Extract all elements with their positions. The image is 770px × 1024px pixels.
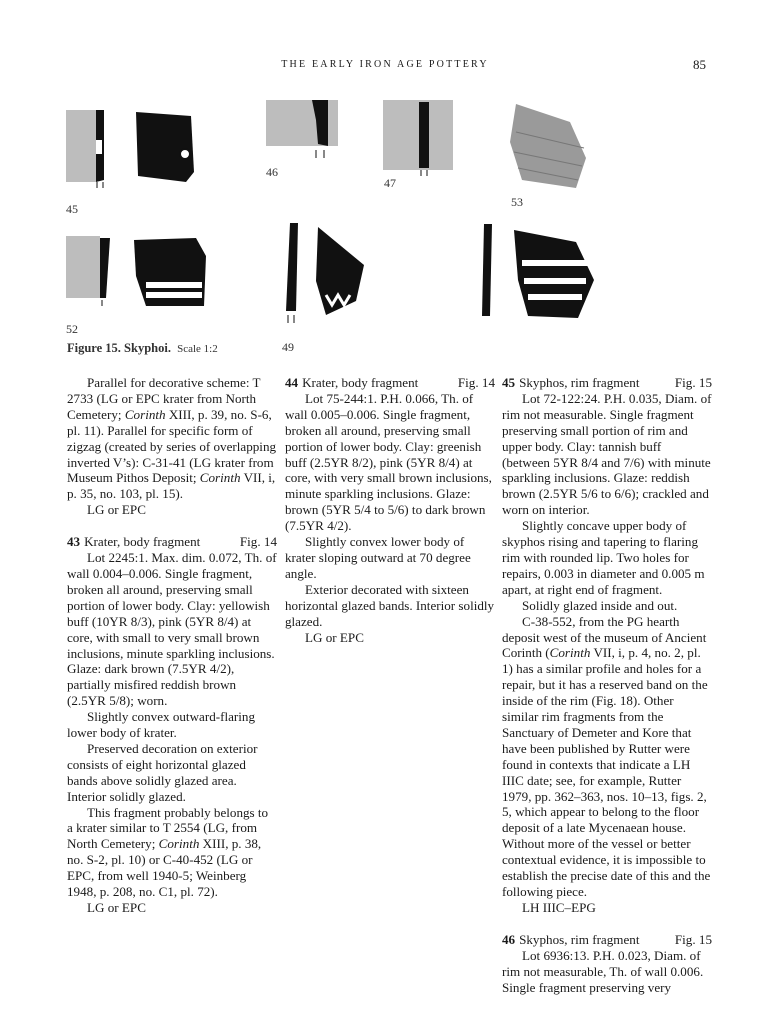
- paragraph: Preserved decoration on exterior consists of eight horizontal glazed bands above solidly glazed area. Interior solidly glazed.: [67, 740, 258, 804]
- text-column-3: [502, 375, 712, 995]
- sherd-46-drawing: [266, 100, 346, 160]
- sherd-53-drawing: [506, 102, 596, 192]
- sherd-47-drawing: [383, 100, 463, 180]
- paragraph: Solidly glazed inside and out.: [522, 597, 678, 613]
- paragraph: C-38-552, from the PG hearth deposit west of the museum of Ancient Corinth (Corinth VII, i, p. 4, no. 2, pl. 1) has a similar profile and holes for a repair, but it has a reserved band on the inside of the rim (Fig. 18). Other similar rim fragments from the Sanctuary of Demeter and Kore that have been published by Rutter were found in contexts that indicate a LH IIIC date; see, for example, Rutter 1979, pp. 362–363, nos. 10–13, figs. 2, 5, which appear to belong to the floor deposit of a late Mycenaean house. Without more of the vessel or better contextual evidence, it is impossible to establish the precise date of this and the following piece.: [502, 613, 711, 899]
- sherd-fragment-drawing: [478, 220, 608, 330]
- paragraph: Slightly convex outward-flaring lower body of krater.: [67, 709, 256, 741]
- fig-label-46: 46: [266, 165, 278, 179]
- date-line: LG or EPC: [87, 900, 146, 915]
- sherd-52-drawing: [66, 236, 246, 316]
- text-column-2: [285, 375, 495, 645]
- fig-label-49: 49: [282, 340, 294, 354]
- fig-label-53: 53: [511, 195, 523, 209]
- date-line: LG or EPC: [305, 629, 364, 645]
- sherd-49-drawing: [282, 215, 402, 335]
- date-line: LG or EPC: [87, 502, 146, 518]
- paragraph: Exterior decorated with sixteen horizontal glazed bands. Interior solidly glazed.: [285, 581, 495, 629]
- page-number: 85: [693, 57, 706, 72]
- fig-label-52: 52: [66, 322, 78, 336]
- catalog-entry-heading: 45 Skyphos, rim fragment Fig. 15: [502, 375, 712, 390]
- fig-label-47: 47: [384, 176, 396, 190]
- catalog-entry-heading: 46 Skyphos, rim fragment Fig. 15: [502, 931, 712, 947]
- catalog-entry-heading: 44 Krater, body fragment Fig. 14: [285, 375, 495, 390]
- caption-scale: Scale 1:2: [177, 343, 218, 355]
- text-column-1: [67, 375, 277, 916]
- paragraph: Lot 72-122:24. P.H. 0.035, Diam. of rim not measurable. Single fragment preserving small portion of rim and upper body. Clay: tannish buff (between 5YR 8/4 and 7/6) with minute sparkling inclusions. Glaze: reddish brown (2.5YR 5/6 to 6/6); crackled and worn on interior.: [502, 390, 712, 518]
- paragraph: This fragment probably belongs to a krater similar to T 2554 (LG, from North Cemetery; Corinth XIII, p. 38, no. S-2, pl. 10) or C-40-452 (LG or EPC, from well 1940-5; Weinberg 1948, p. 208, no. C1, pl. 72).: [67, 804, 269, 900]
- paragraph: Lot 6936:13. P.H. 0.023, Diam. of rim not measurable, Th. of wall 0.006. Single fragment preserving very: [502, 947, 704, 995]
- paragraph: Slightly convex lower body of krater sloping outward at 70 degree angle.: [285, 534, 471, 581]
- paragraph: Lot 75-244:1. P.H. 0.066, Th. of wall 0.005–0.006. Single fragment, broken all around, preserving small portion of lower body. Clay: greenish buff (2.5YR 8/2), pink (5YR 8/4) at core, with very small brown inclusions, minute sparkling inclusions. Glaze: brown (5YR 5/4 to 5/6) to dark brown (7.5YR 4/2).: [285, 390, 492, 534]
- sherd-45-drawing: [66, 110, 246, 190]
- date-line: LH IIIC–EPG: [522, 899, 596, 915]
- figure-caption: [67, 341, 218, 356]
- catalog-entry-heading: 43 Krater, body fragment Fig. 14: [67, 534, 277, 550]
- paragraph: Slightly concave upper body of skyphos rising and tapering to flaring rim with rounded lip. Two holes for repairs, 0.003 in diameter and 0.005 m apart, at right end of fragment.: [502, 518, 705, 597]
- paragraph: Lot 2245:1. Max. dim. 0.072, Th. of wall 0.004–0.006. Single fragment, broken all around, preserving small portion of lower body. Clay: yellowish buff (10YR 8/3), pink (5YR 8/4) at core, with small to very small brown inclusions, minute sparkling inclusions. Glaze: dark brown (7.5YR 4/2), partially misfired reddish brown (2.5YR 5/8); worn.: [67, 550, 277, 709]
- fig-label-45: 45: [66, 202, 78, 216]
- caption-title: Figure 15. Skyphoi.: [67, 341, 171, 355]
- running-title: THE EARLY IRON AGE POTTERY: [281, 59, 489, 70]
- paragraph: Parallel for decorative scheme: T 2733 (LG or EPC krater from North Cemetery; Corinth XIII, p. 39, no. S-6, pl. 11). Parallel for specific form of zigzag (created by series of overlapping inverted V’s): C-31-41 (LG krater from Museum Pithos Deposit; Corinth VII, i, p. 35, no. 103, pl. 15).: [67, 375, 277, 502]
